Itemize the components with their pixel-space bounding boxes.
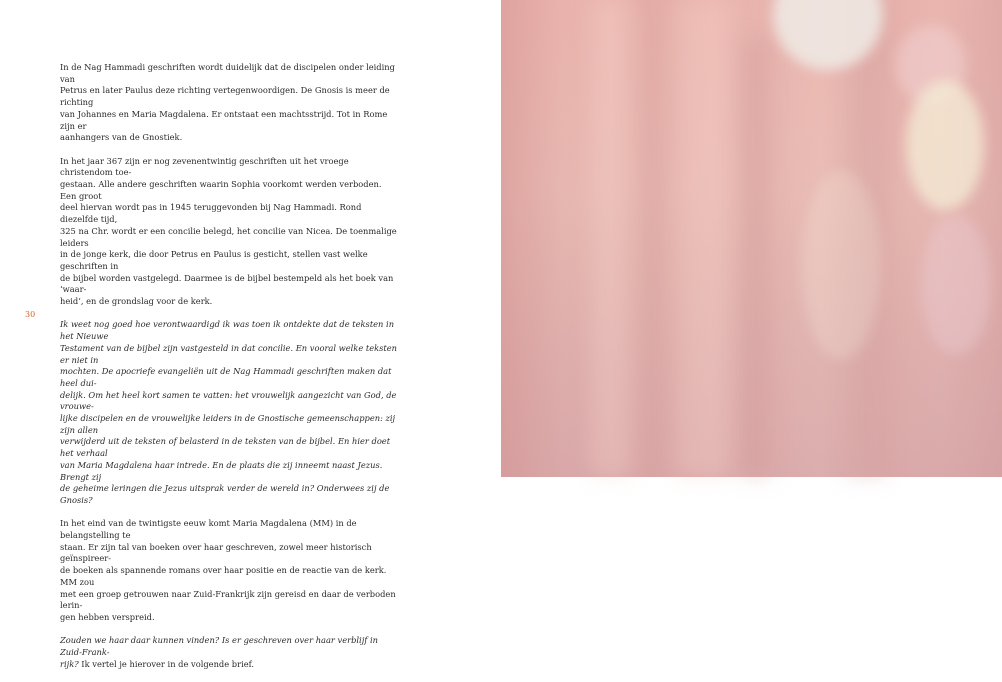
- line: delijk. Om het heel kort samen te vatten: het vrouwelijk aangezicht van God, de vrouwe-: [60, 389, 397, 412]
- line: Ik vertel je hierover in de volgende brief.: [78, 658, 255, 669]
- line: In de Nag Hammadi geschriften wordt duidelijk dat de discipelen onder leiding van: [60, 62, 395, 84]
- body-text: [60, 62, 398, 682]
- line: de geheime leringen die Jezus uitsprak verder de wereld in? Onderwees zij de Gnosis?: [60, 483, 390, 505]
- paragraph-1: [60, 62, 398, 144]
- line: In het eind van de twintigste eeuw komt Maria Magdalena (MM) in de belangstelling te: [60, 518, 357, 541]
- line: van Johannes en Maria Magdalena. Er ontstaat een machtsstrijd. Tot in Rome zijn er: [60, 108, 388, 131]
- paragraph-3-italic: [60, 319, 398, 506]
- line: staan. Er zijn tal van boeken over haar geschreven, zowel meer historisch geïnspireer-: [60, 541, 372, 564]
- paragraph-5: [60, 635, 398, 670]
- line: aanhangers van de Gnostiek.: [60, 132, 183, 143]
- line: gestaan. Alle andere geschriften waarin Sophia voorkomt werden verboden. Een groot: [60, 179, 382, 201]
- line: lijke discipelen en de vrouwelijke leiders in de Gnostische gemeenschappen: zij zijn allen: [60, 413, 396, 435]
- line: in de jonge kerk, die door Petrus en Paulus is gesticht, stellen vast welke geschriften in: [60, 249, 368, 271]
- line: met een groep getrouwen naar Zuid-Frankrijk zijn gereisd en daar de verboden lerin-: [60, 588, 396, 611]
- line: gen hebben verspreid.: [60, 612, 155, 622]
- light-beam: [741, 40, 771, 477]
- light-beam: [591, 0, 631, 477]
- bokeh-light: [921, 215, 991, 355]
- line: Testament van de bijbel zijn vastgesteld in dat concilie. En vooral welke teksten er niet in: [60, 342, 398, 365]
- bokeh-light: [906, 80, 984, 210]
- line: heid’, en de grondslag voor de kerk.: [60, 296, 213, 307]
- line: Ik weet nog goed hoe verontwaardigd ik was toen ik ontdekte dat de teksten in het Nieuwe: [60, 319, 395, 342]
- paragraph-2: [60, 156, 398, 308]
- paragraph-4: [60, 518, 398, 623]
- line: deel hiervan wordt pas in 1945 teruggevonden bij Nag Hammadi. Rond diezelfde tijd,: [60, 202, 362, 225]
- line: de boeken als spannende romans over haar positie en de reactie van de kerk. MM zou: [60, 565, 387, 587]
- line: mochten. De apocriefe evangeliën uit de Nag Hammadi geschriften maken dat heel dui-: [60, 366, 392, 388]
- line: de bijbel worden vastgelegd. Daarmee is de bijbel bestempeld als het boek van ‘waar-: [60, 272, 394, 295]
- line: Petrus en later Paulus deze richting vertegenwoordigen. De Gnosis is meer de richting: [60, 85, 390, 108]
- line: Zouden we haar daar kunnen vinden? Is er geschreven over haar verblijf in Zuid-Frank-: [60, 635, 378, 658]
- light-beam: [676, 0, 731, 477]
- line: verwijderd uit de teksten of belasterd in de teksten van de bijbel. En hier doet het verhaal: [60, 436, 391, 459]
- line: rijk?: [60, 658, 79, 669]
- bokeh-light: [801, 170, 881, 360]
- line: 325 na Chr. wordt er een concilie belegd, het concilie van Nicea. De toenmalige leiders: [60, 225, 397, 248]
- left-page: [0, 0, 501, 669]
- page-number: 30: [25, 310, 36, 319]
- line: In het jaar 367 zijn er nog zevenentwintig geschriften uit het vroege christendom toe-: [60, 155, 349, 178]
- line: van Maria Magdalena haar intrede. En de plaats die zij inneemt naast Jezus. Brengt zij: [60, 459, 383, 482]
- right-page-photo: [501, 0, 1002, 477]
